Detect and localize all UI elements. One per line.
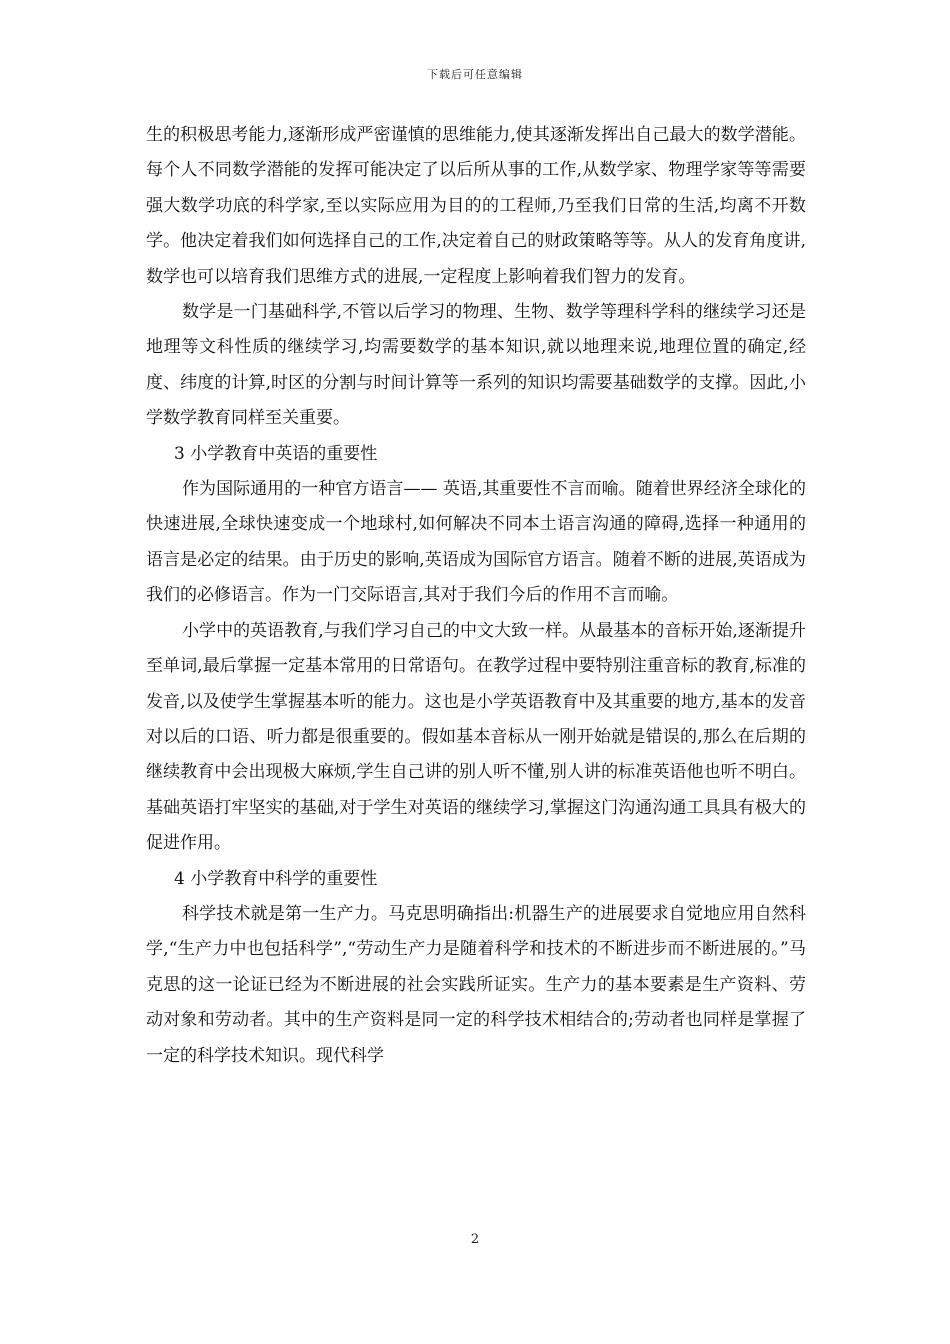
- paragraph-english-importance: 作为国际通用的一种官方语言—— 英语,其重要性不言而喻。随着世界经济全球化的快速进展,全球快速变成一个地球村,如何解决不同本土语言沟通的障碍,选择一种通用的语言是必定的结果。由于历史的影响,英语成为国际官方语言。随着不断的进展,英语成为我们的必修语言。作为一门交际语言,其对于我们今后的作用不言而喻。: [146, 479, 806, 606]
- document-body: [146, 118, 806, 1074]
- paragraph-math-potential: 生的积极思考能力,逐渐形成严密谨慎的思维能力,使其逐渐发挥出自己最大的数学潜能。每个人不同数学潜能的发挥可能决定了以后所从事的工作,从数学家、物理学家等等需要强大数学功底的科学家,至以实际应用为目的的工程师,乃至我们日常的生活,均离不开数学。他决定着我们如何选择自己的工作,决定着自己的财政策略等等。从人的发育角度讲,数学也可以培育我们思维方式的进展,一定程度上影响着我们智力的发育。: [146, 125, 806, 287]
- section-heading-science: 4 小学教育中科学的重要性: [174, 868, 378, 889]
- section-heading-english: 3 小学教育中英语的重要性: [174, 443, 378, 464]
- paragraph-math-foundation: 数学是一门基础科学,不管以后学习的物理、生物、数学等理科学科的继续学习还是地理等文科性质的继续学习,均需要数学的基本知识,就以地理来说,地理位置的确定,经度、纬度的计算,时区的分割与时间计算等一系列的知识均需要基础数学的支撑。因此,小学数学教育同样至关重要。: [146, 302, 806, 429]
- paragraph-science-productivity: 科学技术就是第一生产力。马克思明确指出:机器生产的进展要求自觉地应用自然科学,“生产力中也包括科学”,“劳动生产力是随着科学和技术的不断进步而不断进展的。”马克思的这一论证已经为不断进展的社会实践所证实。生产力的基本要素是生产资料、劳动对象和劳动者。其中的生产资料是同一定的科学技术相结合的;劳动者也同样是掌握了一定的科学技术知识。现代科学: [146, 903, 806, 1066]
- page-number: 2: [470, 1232, 480, 1247]
- page-header: 下载后可任意编辑: [427, 68, 523, 81]
- paragraph-english-education: 小学中的英语教育,与我们学习自己的中文大致一样。从最基本的音标开始,逐渐提升至单词,最后掌握一定基本常用的日常语句。在教学过程中要特别注重音标的教育,标准的发音,以及使学生掌握基本听的能力。这也是小学英语教育中及其重要的地方,基本的发音对以后的口语、听力都是很重要的。假如基本音标从一刚开始就是错误的,那么在后期的继续教育中会出现极大麻烦,学生自己讲的别人听不懂,别人讲的标准英语他也听不明白。基础英语打牢坚实的基础,对于学生对英语的继续学习,掌握这门沟通沟通工具具有极大的促进作用。: [146, 620, 806, 854]
